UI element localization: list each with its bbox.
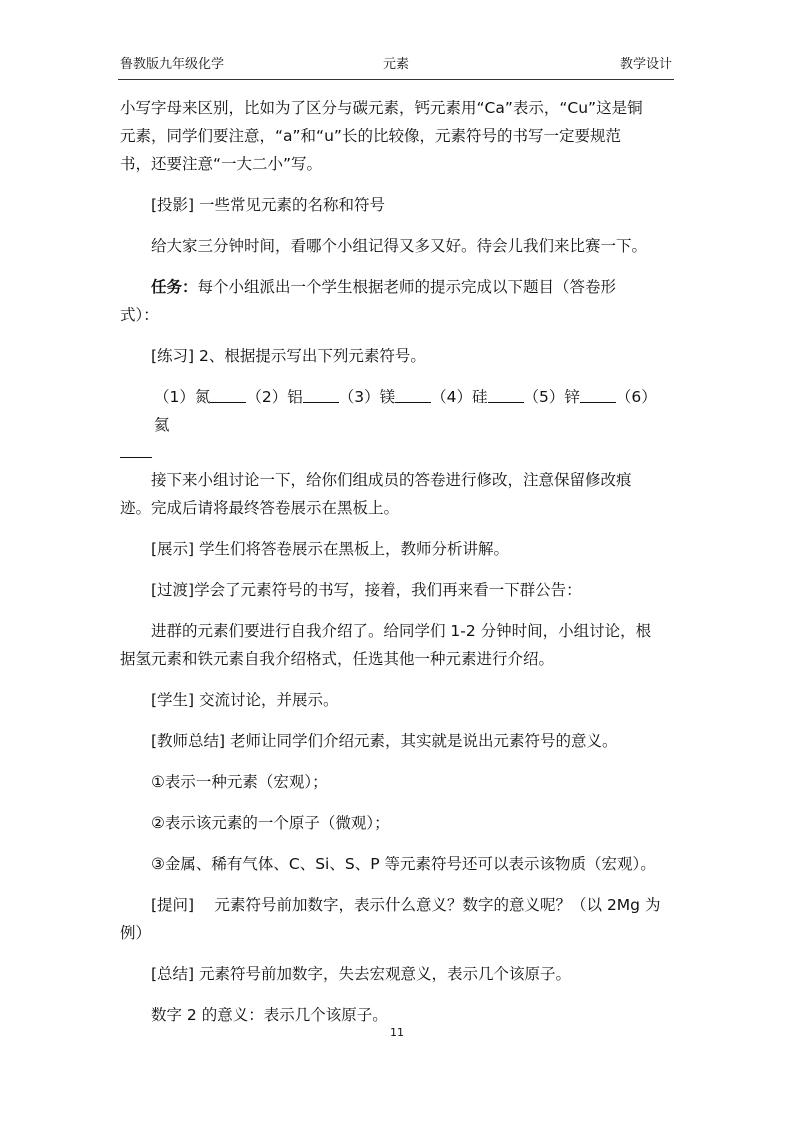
paragraph-transition: [过渡]学会了元素符号的书写，接着，我们再来看一下群公告： (151, 581, 582, 599)
paragraph-self-intro: 进群的元素们要进行自我介绍了。给同学们 1-2 分钟时间，小组讨论，根 据氢元素和铁元素自我介绍格式，任选其他一种元素进行介绍。 (120, 622, 652, 668)
header-course: 鲁教版九年级化学 (120, 57, 225, 72)
paragraph-teacher-summary: [教师总结] 老师让同学们介绍元素，其实就是说出元素符号的意义。 (151, 732, 618, 750)
answer-blank (210, 386, 246, 403)
exercise-item: （3）镁 (338, 388, 396, 406)
header-divider (118, 79, 674, 80)
answer-blank (395, 386, 431, 403)
answer-blank (580, 386, 616, 403)
paragraph-question: [提问] 元素符号前加数字，表示什么意义？数字的意义呢？（以 2Mg 为 例） (120, 896, 661, 942)
paragraph-student: [学生] 交流讨论，并展示。 (151, 691, 339, 709)
paragraph-element-symbol-rules: 小写字母来区别，比如为了区分与碳元素，钙元素用“Ca”表示，“Cu”这是铜 元素，同学们要注意，“a”和“u”长的比较像，元素符号的书写一定要规范 书，还要注意“一大二小”写。 (120, 99, 643, 173)
paragraph-display: [展示] 学生们将答卷展示在黑板上，教师分析讲解。 (151, 540, 510, 558)
answer-blank (488, 386, 524, 403)
exercise-item: （5）锌 (523, 388, 580, 406)
paragraph-task: 任务：每个小组派出一个学生根据老师的提示完成以下题目（答卷形 式）： (120, 278, 617, 324)
exercise-items (120, 383, 672, 439)
header-topic: 元素 (382, 57, 409, 72)
header-doc-type: 教学设计 (619, 57, 672, 72)
answer-blank (120, 441, 152, 458)
page-number: 11 (390, 1026, 404, 1039)
paragraph-exercise: [练习] 2、根据提示写出下列元素符号。 (151, 347, 426, 365)
task-label: 任务： (151, 278, 198, 296)
exercise-item: （2）铝 (246, 388, 303, 406)
meaning-item-2: ②表示该元素的一个原子（微观）； (151, 814, 390, 832)
paragraph-group-discussion: 接下来小组讨论一下，给你们组成员的答卷进行修改，注意保留修改痕 迹。完成后请将最终答卷展示在黑板上。 (120, 471, 632, 517)
paragraph-number-meaning: 数字 2 的意义：表示几个该原子。 (151, 1006, 388, 1024)
answer-blank (303, 386, 339, 403)
exercise-last-blank-line (120, 439, 672, 453)
exercise-item: （4）硅 (431, 388, 488, 406)
document-body (120, 94, 672, 1029)
exercise-item: （1）氮 (154, 388, 211, 406)
exercise-item: （6）氦 (154, 388, 657, 434)
meaning-item-3: ③金属、稀有气体、C、Si、S、P 等元素符号还可以表示该物质（宏观）。 (151, 855, 656, 873)
paragraph-competition: 给大家三分钟时间，看哪个小组记得又多又好。待会儿我们来比赛一下。 (151, 237, 648, 255)
page-header (118, 56, 674, 78)
paragraph-summary: [总结] 元素符号前加数字，失去宏观意义，表示几个该原子。 (151, 965, 572, 983)
meaning-item-1: ①表示一种元素（宏观）； (151, 773, 328, 791)
paragraph-projection: [投影] 一些常见元素的名称和符号 (151, 196, 386, 214)
